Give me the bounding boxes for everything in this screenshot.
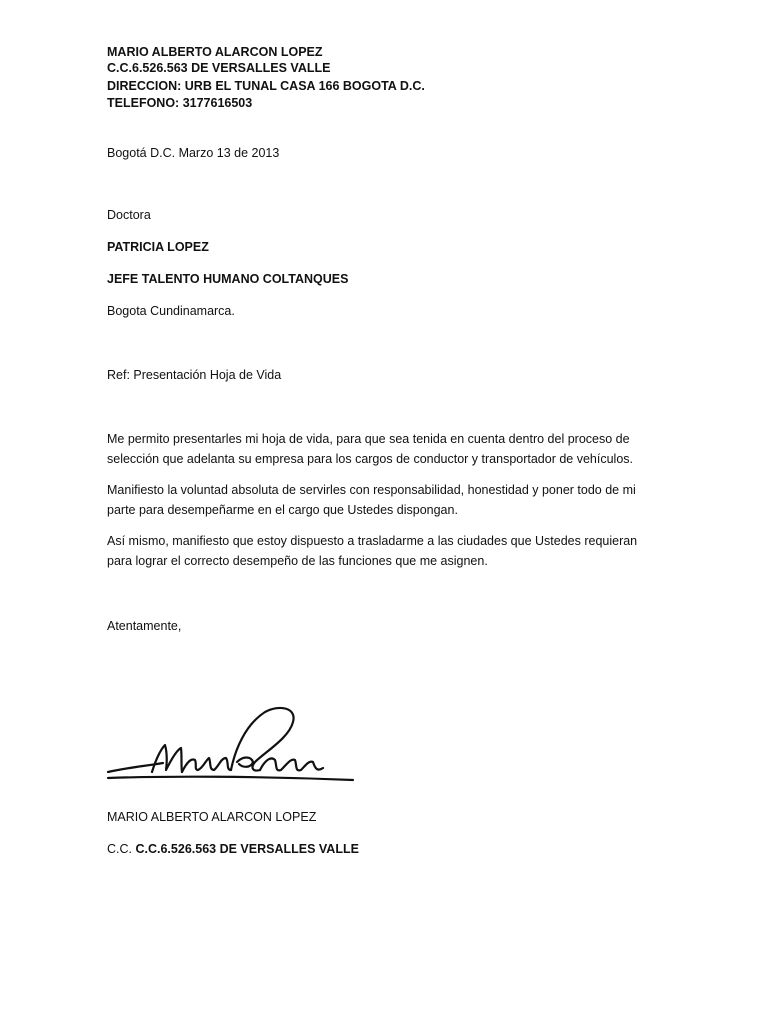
letter-date: Bogotá D.C. Marzo 13 de 2013 (107, 146, 280, 160)
body-paragraph-1-line-1: Me permito presentarles mi hoja de vida, para que sea tenida en cuenta dentro del proceso de (107, 432, 630, 446)
handwritten-signature (105, 700, 365, 795)
body-paragraph-3-line-2: para lograr el correcto desempeño de las funciones que me asignen. (107, 554, 488, 568)
sender-phone: TELEFONO: 3177616503 (107, 96, 253, 110)
closing-line: Atentamente, (107, 619, 182, 633)
body-paragraph-3-line-1: Así mismo, manifiesto que estoy dispuesto a trasladarme a las ciudades que Ustedes requieran (107, 534, 638, 548)
sender-name: MARIO ALBERTO ALARCON LOPEZ (107, 45, 323, 59)
body-paragraph-2 (107, 480, 687, 520)
sender-id: C.C.6.526.563 DE VERSALLES VALLE (107, 61, 331, 75)
signature-id-value: C.C.6.526.563 DE VERSALLES VALLE (135, 842, 359, 856)
signature-id (107, 841, 359, 857)
signature-id-prefix: C.C. (107, 842, 136, 856)
body-paragraph-1 (107, 429, 687, 469)
reference-line: Ref: Presentación Hoja de Vida (107, 368, 282, 382)
recipient-name: PATRICIA LOPEZ (107, 240, 209, 254)
body-paragraph-2-line-1: Manifiesto la voluntad absoluta de servirles con responsabilidad, honestidad y poner todo de mi (107, 483, 636, 497)
body-paragraph-1-line-2: selección que adelanta su empresa para los cargos de conductor y transportador de vehículos. (107, 452, 634, 466)
recipient-city: Bogota Cundinamarca. (107, 304, 235, 318)
recipient-title: JEFE TALENTO HUMANO COLTANQUES (107, 272, 349, 286)
body-paragraph-2-line-2: parte para desempeñarme en el cargo que Ustedes dispongan. (107, 503, 458, 517)
recipient-salutation: Doctora (107, 208, 151, 222)
body-paragraph-3 (107, 531, 687, 571)
signature-name: MARIO ALBERTO ALARCON LOPEZ (107, 810, 317, 824)
sender-address: DIRECCION: URB EL TUNAL CASA 166 BOGOTA D.C. (107, 79, 425, 93)
